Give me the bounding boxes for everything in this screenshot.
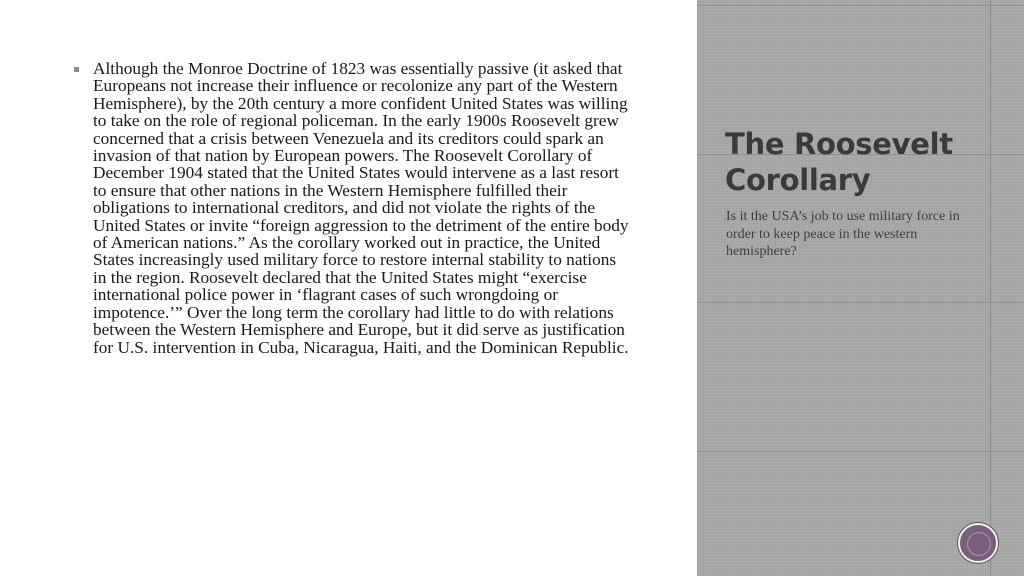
square-bullet-icon <box>74 67 79 72</box>
slide-title: The Roosevelt Corollary <box>725 127 953 197</box>
nav-ring-icon <box>967 532 991 556</box>
panel-divider <box>697 5 1024 6</box>
title-panel <box>697 0 1024 576</box>
panel-divider <box>697 451 1024 452</box>
panel-divider <box>990 0 991 576</box>
panel-divider <box>697 302 1024 303</box>
slide-subtitle: Is it the USA’s job to use military force in order to keep peace in the western hemisphere? <box>726 209 960 259</box>
slide-nav-button[interactable] <box>958 523 998 563</box>
body-paragraph: Although the Monroe Doctrine of 1823 was essentially passive (it asked that Europeans not increase their influence or recolonize any part of the Western Hemisphere), by the 20th century a more confident United States was willing to take on the role of regional policeman. In the early 1900s Roosevelt grew concerned that a crisis between Venezuela and its creditors could spark an invasion of that nation by European powers. The Roosevelt Corollary of December 1904 stated that the United States would intervene as a last resort to ensure that other nations in the Western Hemisphere fulfilled their obligations to international creditors, and did not violate the rights of the United States or invite “foreign aggression to the detriment of the entire body of American nations.” As the corollary worked out in practice, the United States increasingly used military force to restore internal stability to nations in the region. Roosevelt declared that the United States might “exercise international police power in ‘flagrant cases of such wrongdoing or impotence.’” Over the long term the corollary had little to do with relations between the Western Hemisphere and Europe, but it did serve as justification for U.S. intervention in Cuba, Nicaragua, Haiti, and the Dominican Republic. <box>93 59 629 357</box>
